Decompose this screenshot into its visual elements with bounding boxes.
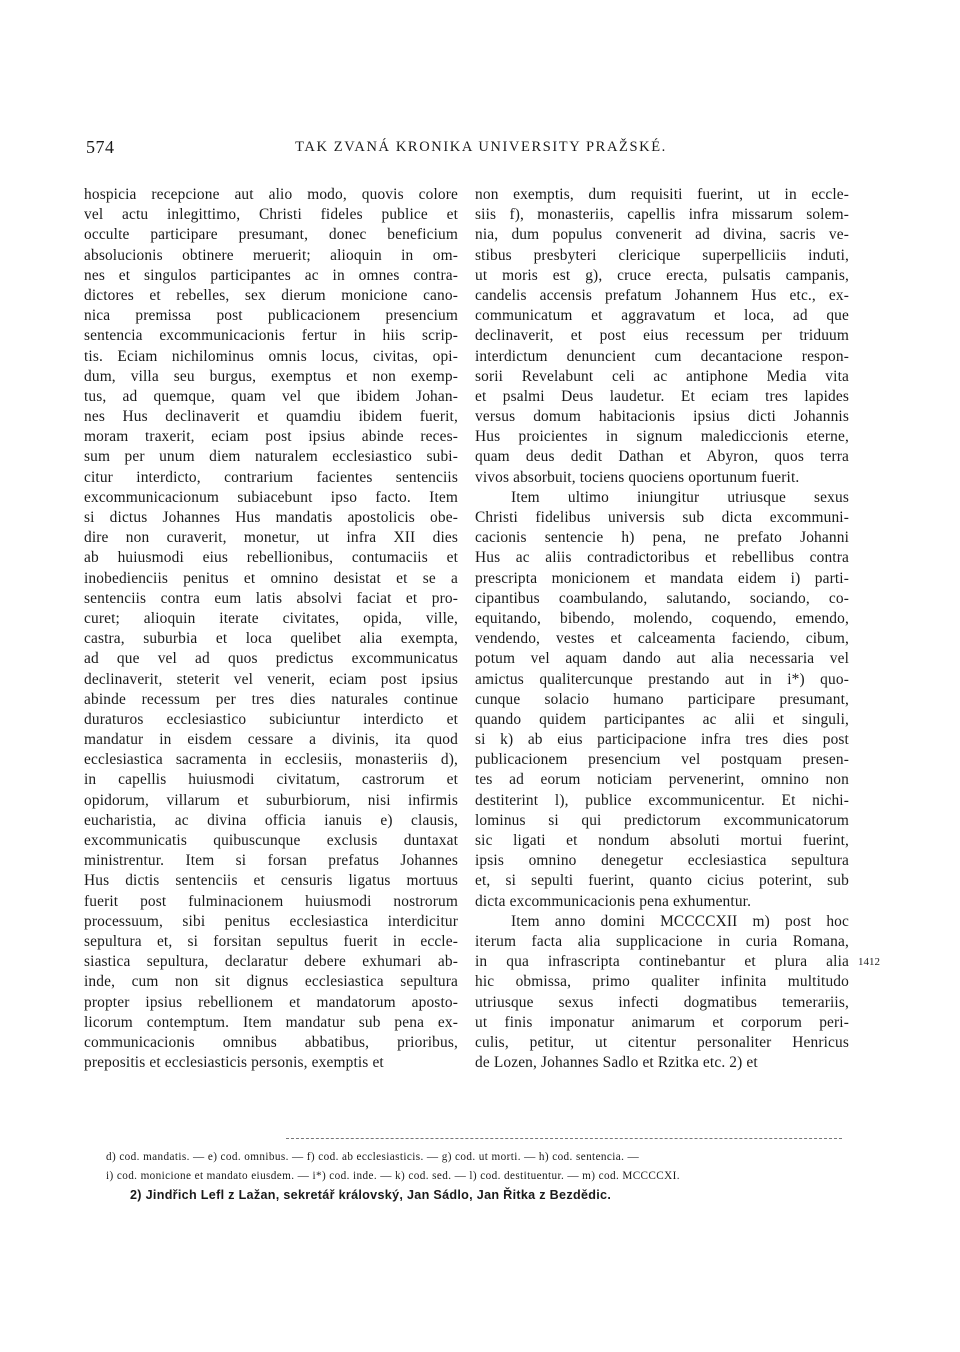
- text-line: publicacionem presencium vel postquam presen-: [475, 751, 849, 769]
- translator-note: 2) Jindřich Lefl z Lažan, sekretář královský, Jan Sádlo, Jan Řitka z Bezdědic.: [130, 1188, 612, 1202]
- text-line: ad que vel ad quos predictus excommunicatus: [84, 650, 458, 668]
- text-line: nia, dum populus convenerit ad divina, sacris ve-: [475, 226, 849, 244]
- text-line: eucharistia, ac divina officia ianuis e) clausis,: [84, 811, 458, 829]
- text-line: sepultura et, si forsitan sepultus fuerit in eccle-: [84, 932, 458, 950]
- text-line: Christi fidelibus universis sub dicta excommuni-: [475, 509, 849, 526]
- text-line: citur interdicto, contrarium facientes sentenciis: [84, 468, 458, 486]
- text-line: ipsis omnino denegetur ecclesiastica sepultura: [475, 852, 849, 870]
- text-line: equitando, bibendo, molendo, coquendo, emendo,: [475, 609, 849, 627]
- text-line: vel actu inlegittimo, Christi fideles publice et: [84, 206, 458, 224]
- text-line: quando quidem participantes ac alii et singuli,: [475, 710, 849, 728]
- text-line: in qua infrascripta continebantur et plura alia: [475, 953, 849, 971]
- text-line: cacionis sentencie h) pena, ne prefato Johanni: [475, 529, 849, 547]
- text-line: propter ipsius rebellionem et mandatorum aposto-: [84, 993, 458, 1011]
- text-line: de Lozen, Johannes Sadlo et Rzitka etc. 2) et: [475, 1054, 758, 1072]
- text-line: siis f), monasteriis, capellis infra missarum solem-: [475, 206, 849, 224]
- text-line: dire non curaverit, monetur, ut infra XII dies: [84, 529, 458, 547]
- text-line: dum, villa seu burgus, exemptus et non exemp-: [84, 367, 458, 385]
- text-line: iterum facta alia supplicacione in curia Romana,: [475, 932, 849, 950]
- text-line: hic obmissa, primo qualiter infinita multitudo: [475, 973, 849, 991]
- text-line: versus domum habitacionis ipsius dicti Johannis: [475, 408, 849, 426]
- text-line: interdictum denuncient cum decantacione respon-: [475, 347, 849, 365]
- text-line: ab huiusmodi eius rebellionibus, contumaciis et: [84, 549, 458, 567]
- text-line: in capellis huiusmodi civitatum, castrorum et: [84, 771, 458, 789]
- text-line: vendendo, vestes et calceamenta faciendo, cibum,: [475, 630, 849, 648]
- text-line: nes Hus declinaverit et quamdiu ibidem fuerit,: [84, 408, 458, 426]
- text-line: tus, ad quemque, quam vel que ibidem Johan-: [84, 387, 458, 405]
- running-title: TAK ZVANÁ KRONIKA UNIVERSITY PRAŽSKÉ.: [295, 139, 667, 155]
- text-line: communicacionis omnibus abbatibus, prioribus,: [84, 1033, 458, 1051]
- text-line: duraturos ecclesiastico subiciuntur interdicto et: [84, 710, 458, 728]
- text-line: candelis accensis prefatum Johannem Hus etc., ex-: [475, 286, 849, 304]
- text-line: sentenciis contra eum latis absolvi faciat et pro-: [84, 589, 458, 607]
- text-line: non exemptis, dum requisiti fuerint, ut in eccle-: [475, 186, 849, 203]
- text-line: processuum, sibi penitus ecclesiastica interdicitur: [84, 912, 458, 930]
- text-line: prepositis et ecclesiasticis personis, exemptis et: [84, 1054, 384, 1072]
- text-line: Item ultimo iniungitur utriusque sexus: [511, 488, 849, 506]
- text-line: Hus proicientes in signum malediccionis eterne,: [475, 428, 849, 446]
- text-line: curet; alioquin iterate civitates, opida, ville,: [84, 609, 458, 627]
- footnote-divider: [286, 1138, 842, 1140]
- text-line: si dictus Johannes Hus mandatis apostolicis obe-: [84, 509, 458, 526]
- text-line: Hus dictis sentenciis et censuris ligatus mortuus: [84, 872, 458, 890]
- text-line: occulte participare presumant, donec beneficium: [84, 226, 458, 244]
- text-line: et, si sepulti fuerint, quanto cicius poterint, sub: [475, 872, 849, 890]
- text-line: vivos absorbuit, tociens quociens oportunum fuerit.: [475, 468, 800, 486]
- text-line: amictus qualitercunque prestando aut in i*) quo-: [475, 670, 849, 688]
- text-line: ut finis imponatur animarum et corporum peri-: [475, 1013, 849, 1031]
- text-line: communicatum et aggravatum et loca, ad que: [475, 307, 849, 325]
- page-header: [86, 137, 876, 161]
- left-column: [84, 185, 458, 1073]
- text-line: sentencia excommunicacionis fertur in hiis scrip-: [84, 327, 458, 345]
- text-line: cunque solacio humano participare presumant,: [475, 690, 849, 708]
- text-line: nica premissa post publicacionem presencium: [84, 307, 458, 325]
- text-line: declinaverit, et post eius recessum per triduum: [475, 327, 849, 345]
- text-line: abinde recessum per tres dies naturales continue: [84, 690, 458, 708]
- text-line: inobedienciis penitus et omnino desistat et se a: [84, 569, 458, 587]
- text-line: mandatur in eisdem cessare a divinis, ita quod: [84, 731, 458, 749]
- text-line: Hus ac aliis contradictoribus et rebellibus contra: [475, 549, 849, 567]
- text-line: tes ad eorum noticiam pervenerint, omnino non: [475, 771, 849, 789]
- margin-year-note: 1412: [858, 956, 880, 968]
- text-line: licorum contemptum. Item mandatur sub pena ex-: [84, 1013, 458, 1031]
- text-line: absolucionis obtinere meruerit; alioquin in om-: [84, 246, 458, 264]
- page-number: 574: [86, 137, 115, 157]
- footnotes: [106, 1148, 846, 1186]
- text-line: culis, petitur, ut citentur personaliter Henricus: [475, 1033, 849, 1051]
- text-line: excommunicatis quibuscunque exclusis duntaxat: [84, 832, 458, 849]
- text-line: ecclesiastica sacramenta in ecclesiis, monasteriis d),: [84, 751, 458, 769]
- footnote-line: d) cod. mandatis. — e) cod. omnibus. — f) cod. ab ecclesiasticis. — g) cod. ut morti. — h) cod. sentencia. —: [106, 1151, 640, 1163]
- text-line: potum vel aquam dando aut alia necessaria vel: [475, 650, 849, 668]
- text-line: si k) ab eius participacione infra tres dies post: [475, 731, 849, 749]
- text-line: ministrentur. Item si forsan prefatus Johannes: [84, 852, 458, 870]
- text-line: Item anno domini MCCCCXII m) post hoc: [511, 912, 849, 930]
- footnote-line: i) cod. monicione et mandato eiusdem. — i*) cod. inde. — k) cod. sed. — l) cod. destituentur. — m) cod. MCCCCXI.: [106, 1170, 680, 1182]
- text-line: tis. Eciam nichilominus omnis locus, civitas, opi-: [84, 347, 458, 365]
- text-line: prescripta monicionem et mandata eidem i) parti-: [475, 569, 849, 587]
- text-line: hospicia recepcione aut alio modo, quovis colore: [84, 186, 458, 203]
- text-line: sorii Revelabunt celi ac antiphone Media vita: [475, 367, 849, 385]
- text-line: inde, cum non sit dignus ecclesiastica sepultura: [84, 973, 458, 991]
- text-line: sic ligati et nondum absoluti mortui fuerint,: [475, 832, 849, 849]
- text-line: destiterint l), publice excommunicentur. Et nichi-: [475, 791, 849, 809]
- text-line: utriusque sexus infecti dogmatibus temerariis,: [475, 993, 849, 1011]
- text-line: declinaverit, steterit vel venerit, eciam post ipsius: [84, 670, 458, 688]
- text-line: dicta excommunicacionis pena exhumentur.: [475, 892, 752, 910]
- text-line: sum per unum diem naturalem ecclesiastico subi-: [84, 448, 458, 466]
- text-line: siastica sepultura, declaratur debere exhumari ab-: [84, 953, 458, 971]
- text-line: opidorum, villarum et suburbiorum, nisi infirmis: [84, 791, 458, 809]
- text-line: moram traxerit, eciam post ipsius abinde reces-: [84, 428, 458, 446]
- text-line: et psalmi Deus laudetur. Et eciam tres lapides: [475, 387, 849, 405]
- text-line: stibus presbyteri clericique superpelliciis induti,: [475, 246, 849, 264]
- text-line: cipantibus coambulando, salutando, sociando, co-: [475, 589, 849, 607]
- text-line: fuerit post fulminacionem huiusmodi nostrorum: [84, 892, 458, 910]
- text-line: excommunicacionum subiacebunt ipso facto. Item: [84, 488, 458, 506]
- text-line: dictores et rebelles, sex dierum monicione cano-: [84, 286, 458, 304]
- text-line: nes et singulos participantes ac in omnes contra-: [84, 266, 458, 284]
- right-column: [475, 185, 849, 1073]
- text-line: ut moris est g), cruce erecta, pulsatis campanis,: [475, 266, 849, 284]
- text-line: quam deus dedit Dathan et Abyron, quos terra: [475, 448, 849, 466]
- text-line: lominus si qui predictorum excommunicatorum: [475, 811, 849, 829]
- text-line: castra, suburbia et loca quelibet alia exempta,: [84, 630, 458, 648]
